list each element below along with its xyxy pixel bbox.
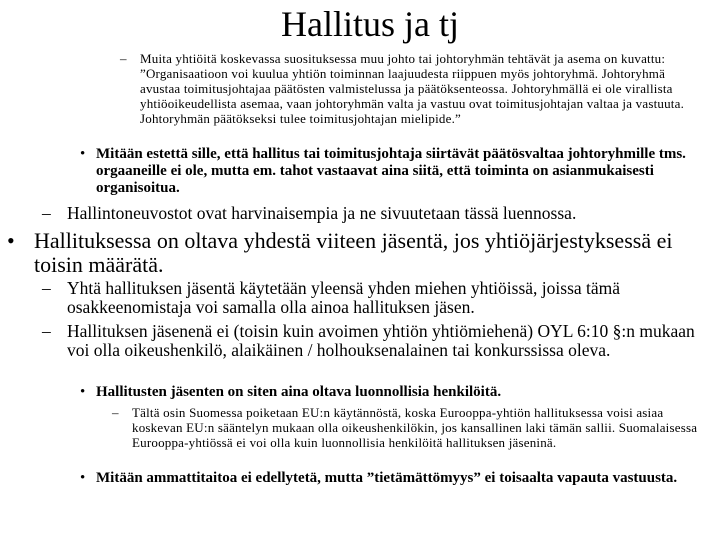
dash-marker: – bbox=[120, 51, 127, 66]
bullet-marker: • bbox=[80, 384, 86, 400]
bullet-item-3 bbox=[42, 204, 702, 223]
bullet-text: Muita yhtiöitä koskevassa suosituksessa muu johto tai johtoryhmän tehtävät ja asema on kuvattu: ”Organisaatioon voi kuulua yhtiön toiminnan laajuudesta riippuen myös johtoryhmä. Johtoryhmä avustaa toimitusjohtajaa päätösten valmistelussa ja päätöksenteossa. Johtoryhmällä ei ole virallista yhtiöoikeudellista asemaa, vaan johtoryhmän valta ja vastuu ovat toimitusjohtajan valtaa ja vastuuta. Johtoryhmän päätökseksi tulee toimitusjohtajan mielipide.” bbox=[140, 51, 685, 126]
bullet-item-6 bbox=[42, 322, 707, 360]
bullet-text: Mitään ammattitaitoa ei edellytetä, mutta ”tietämättömyys” ei toisaalta vapauta vastuusta. bbox=[96, 470, 678, 486]
bullet-text: Hallituksen jäsenenä ei (toisin kuin avoimen yhtiön yhtiömiehenä) OYL 6:10 §:n mukaan voi olla oikeushenkilö, alaikäinen / holhouksenalainen tai konkurssissa oleva. bbox=[67, 321, 695, 360]
bullet-item-1 bbox=[120, 51, 705, 126]
bullet-marker: • bbox=[80, 470, 86, 486]
bullet-item-5 bbox=[42, 279, 707, 317]
dash-marker: – bbox=[42, 321, 51, 341]
dash-marker: – bbox=[42, 203, 51, 223]
bullet-item-7 bbox=[80, 384, 690, 401]
dash-marker: – bbox=[42, 278, 51, 298]
slide-title: Hallitus ja tj bbox=[281, 4, 459, 44]
bullet-text: Yhtä hallituksen jäsentä käytetään yleensä yhden miehen yhtiöissä, joissa tämä osakkeenomistaja voi samalla olla ainoa hallituksen jäsen. bbox=[67, 278, 621, 317]
bullet-item-9 bbox=[80, 470, 690, 487]
bullet-text: Tältä osin Suomessa poiketaan EU:n käytännöstä, koska Eurooppa-yhtiön hallituksessa voisi asiaa koskevan EU:n sääntelyn mukaan olla oikeushenkilökin, jos kansallinen laki tämän sallii. Suomalaisessa Eurooppa-yhtiössä ei voi olla kuin luonnollisia henkilöitä hallituksen jäseninä. bbox=[132, 405, 698, 450]
bullet-text: Hallintoneuvostot ovat harvinaisempia ja ne sivuutetaan tässä luennossa. bbox=[67, 203, 577, 223]
bullet-text: Hallituksessa on oltava yhdestä viiteen jäsentä, jos yhtiöjärjestyksessä ei toisin määrätä. bbox=[34, 228, 673, 277]
bullet-marker: • bbox=[80, 146, 86, 162]
bullet-item-2 bbox=[80, 146, 690, 197]
dash-marker: – bbox=[112, 405, 119, 420]
bullet-item-4 bbox=[7, 229, 719, 277]
bullet-marker: • bbox=[7, 228, 15, 253]
bullet-item-8 bbox=[112, 405, 702, 450]
bullet-text: Hallitusten jäsenten on siten aina oltava luonnollisia henkilöitä. bbox=[96, 384, 502, 400]
bullet-text: Mitään estettä sille, että hallitus tai toimitusjohtaja siirtävät päätösvaltaa johtoryhmille tms. orgaaneille ei ole, mutta em. tahot vastaavat aina siitä, että toiminta on asianmukaisesti organisoitua. bbox=[96, 146, 686, 196]
